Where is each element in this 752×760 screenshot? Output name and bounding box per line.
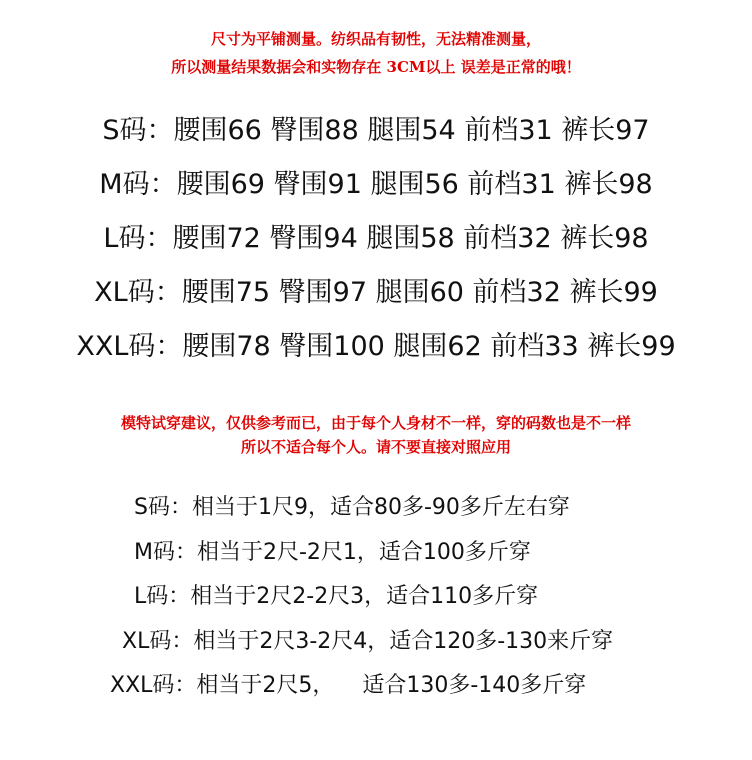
measurement-notice-line2: 所以测量结果数据会和实物存在 3CM以上 误差是正常的哦！ [171,58,581,76]
weight-row-xxl-text: XXL码：相当于2尺5， 适合130多-140多斤穿 [110,673,587,698]
weight-row-l [0,575,752,620]
weight-row-m [0,531,752,576]
size-row-s: S码：腰围66 臀围88 腿围54 前档31 裤长97 [102,115,650,146]
size-row-l: L码：腰围72 臀围94 腿围58 前档32 裤长98 [103,223,649,254]
measurement-notice-line1: 尺寸为平铺测量。纺织品有韧性，无法精准测量， [210,30,541,48]
weight-row-m-text: M码：相当于2尺-2尺1，适合100多斤穿 [134,539,531,565]
size-row-m: M码：腰围69 臀围91 腿围56 前档31 裤长98 [99,169,653,200]
weight-row-s-text: S码：相当于1尺9，适合80多-90多斤左右穿 [134,495,570,520]
model-notice-line2: 所以不适合每个人。请不要直接对照应用 [240,438,511,456]
weight-guide [0,486,752,709]
size-chart [0,104,752,374]
weight-row-xxl [0,664,752,709]
size-row-xl: XL码：腰围75 臀围97 腿围60 前档32 裤长99 [94,277,658,308]
weight-row-l-text: L码：相当于2尺2-2尺3，适合110多斤穿 [134,584,539,609]
weight-row-xl [0,620,752,665]
model-notice-line1: 模特试穿建议，仅供参考而已，由于每个人身材不一样，穿的码数也是不一样 [120,414,631,432]
size-row-xxl: XXL码：腰围78 臀围100 腿围62 前档33 裤长99 [76,331,676,362]
weight-row-s [0,486,752,531]
weight-row-xl-text: XL码：相当于2尺3-2尺4，适合120多-130来斤穿 [122,628,614,654]
